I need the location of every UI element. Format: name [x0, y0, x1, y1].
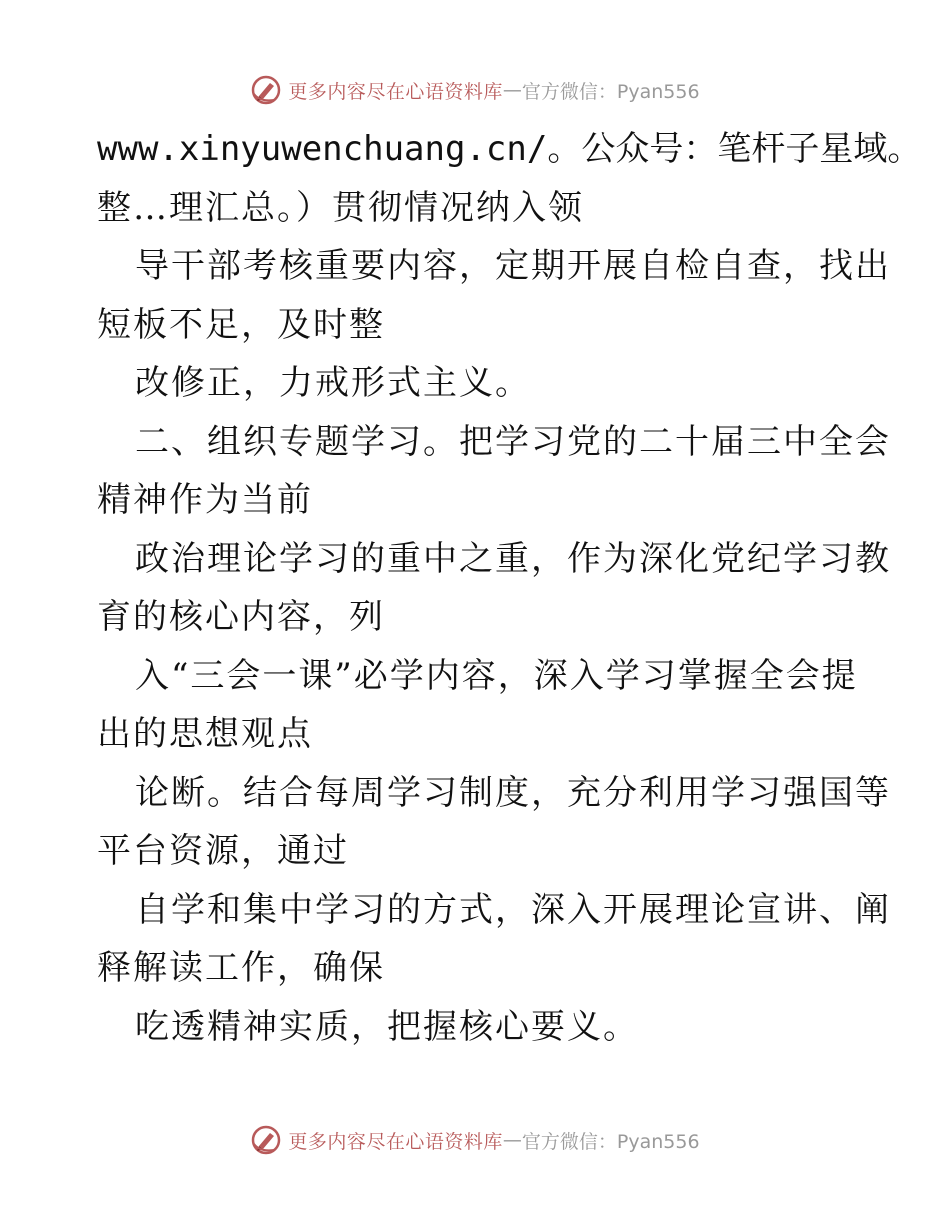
body-line: 出的思想观点: [97, 714, 313, 754]
header-banner-wechat: 官方微信：Pyan556: [521, 80, 700, 103]
body-line: 入“三会一课”必学内容，深入学习掌握全会提: [135, 655, 858, 696]
footer-banner-wechat: 官方微信：Pyan556: [521, 1130, 700, 1153]
body-line: 导干部考核重要内容，定期开展自检自查，找出: [135, 246, 891, 286]
header-banner-inner: [250, 74, 699, 106]
header-banner: [0, 68, 950, 112]
body-line: 论断。结合每周学习制度，充分利用学习强国等: [135, 772, 891, 813]
body-line: 吃透精神实质，把握核心要义。: [135, 1006, 639, 1047]
body-line: 改修正，力戒形式主义。: [135, 363, 531, 403]
header-banner-dash: —: [502, 79, 522, 101]
footer-banner-text: 更多内容尽在心语资料库: [288, 1130, 503, 1153]
body-line: 育的核心内容，列: [97, 597, 385, 637]
body-line: 整…理汇总。）贯彻情况纳入领: [97, 187, 584, 228]
body-line: www.xinyuwenchuang.cn/。公众号：笔杆子星域。: [97, 129, 922, 169]
body-line: 二、组织专题学习。把学习党的二十届三中全会: [135, 421, 891, 462]
body-line: 政治理论学习的重中之重，作为深化党纪学习教: [135, 538, 891, 579]
pen-logo-icon: [250, 1124, 282, 1156]
footer-banner: [0, 1118, 950, 1162]
pen-logo-icon: [250, 74, 282, 106]
header-banner-text: 更多内容尽在心语资料库: [288, 80, 503, 103]
body-line: 短板不足，及时整: [97, 304, 385, 345]
body-line: 精神作为当前: [97, 480, 313, 520]
body-line: 平台资源，通过: [97, 831, 349, 871]
footer-banner-dash: —: [502, 1129, 522, 1151]
footer-banner-inner: [250, 1124, 699, 1156]
document-body: [97, 120, 922, 1056]
body-line: 自学和集中学习的方式，深入开展理论宣讲、阐: [135, 889, 891, 930]
body-line: 释解读工作，确保: [97, 948, 385, 988]
